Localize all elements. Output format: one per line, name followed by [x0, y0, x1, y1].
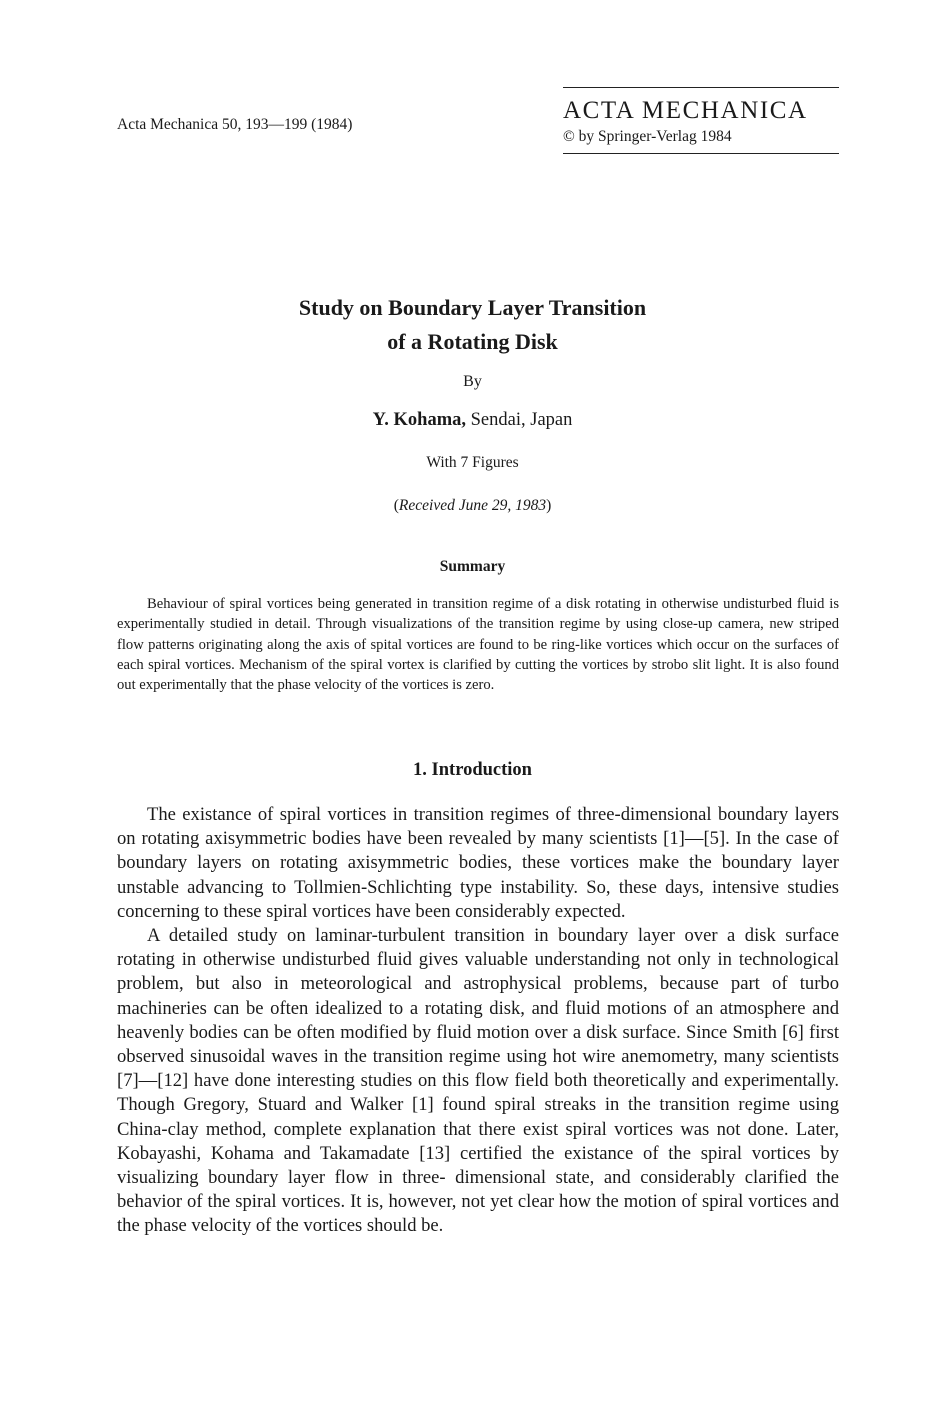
intro-paragraph-2: A detailed study on laminar-turbulent transition in boundary layer over a disk surface rotating in otherwise undisturbed fluid gives valuable understanding not only in technological problem, but also in meteorological and astrophysical problems, because part of turbo machineries can be often idealized to a rotating disk, and fluid motions of an atmosphere and heavenly bodies can be often modified by fluid motion over a disk surface. Since Smith [6] first observed sinusoidal waves in the transition regime using hot wire anemometry, many scientists [7]—[12] have done interesting studies on this flow field both theoretically and experimentally. Though Gregory, Stuard and Walker [1] found spiral streaks in the transition regime using China-clay method, complete explanation that there exist spiral vortices was not done. Later, Kobayashi, Kohama and Takamadate [13] certified the existance of the spiral vortices by visualizing boundary layer flow in three- dimensional state, and considerably clarified the behavior of the spiral vortices. It is, however, not yet clear how the motion of spiral vortices and the phase velocity of the vortices should be. [117, 925, 839, 1237]
summary-paragraph: Behaviour of spiral vortices being generated in transition regime of a disk rotating in otherwise undisturbed fluid is experimentally studied in detail. Through visualizations of the transition regime by using close-up camera, new striped flow patterns originating along the axis of spital vortices are found to be ring-like vortices which occur on the surfaces of each spiral vortices. Mechanism of the spiral vortex is clarified by cutting the vortices by strobo slit light. It is also found out experimentally that the phase velocity of the vortices is zero. [117, 596, 839, 694]
journal-citation: Acta Mechanica 50, 193—199 (1984) [117, 116, 353, 133]
introduction-body [117, 803, 839, 1239]
intro-paragraph-1: The existance of spiral vortices in transition regimes of three-dimensional boundary layers on rotating axisymmetric bodies have been revealed by many scientists [1]—[5]. In the case of boundary layers on rotating axisymmetric bodies, these vortices make the boundary layer unstable advancing to Tollmien-Schlichting type instability. So, these days, intensive studies concerning to these spiral vortices have been considerably expected. [117, 804, 839, 922]
journal-masthead [563, 87, 839, 154]
author-name: Y. Kohama, [372, 410, 467, 430]
copyright-notice: © by Springer-Verlag 1984 [563, 128, 732, 145]
journal-name: ACTA MECHANICA [563, 97, 808, 124]
masthead-bottom-rule [563, 153, 839, 154]
figure-count: With 7 Figures [426, 454, 519, 471]
received-date-text: Received June 29, 1983 [398, 497, 547, 514]
paper-title [0, 291, 945, 359]
received-date: (Received June 29, 1983) [393, 497, 552, 514]
summary-abstract [117, 594, 839, 695]
title-line-1: Study on Boundary Layer Transition [298, 295, 647, 320]
author-location: Sendai, Japan [470, 410, 573, 430]
summary-heading: Summary [439, 558, 506, 575]
author-line [0, 410, 945, 431]
by-label: By [463, 373, 482, 390]
masthead-top-rule [563, 87, 839, 88]
title-line-2: of a Rotating Disk [387, 329, 558, 354]
section-heading-introduction: 1. Introduction [413, 760, 532, 780]
